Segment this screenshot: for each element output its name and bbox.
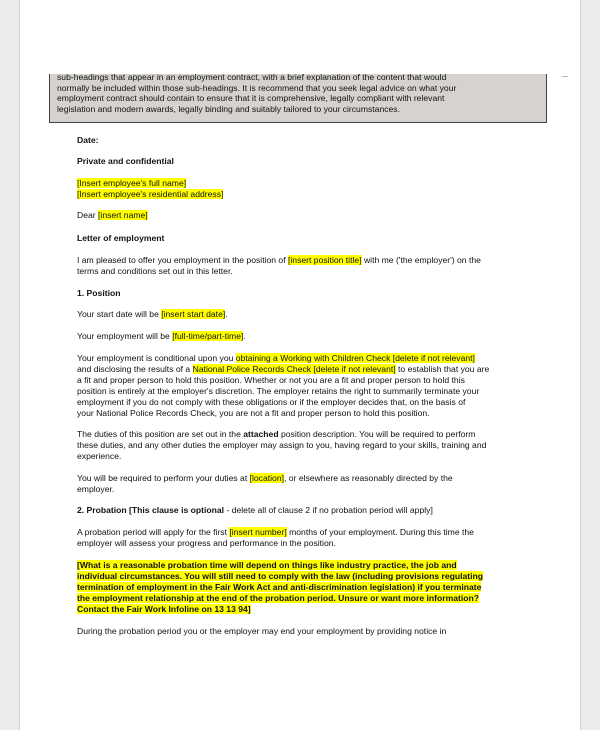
employment-text: .	[243, 331, 246, 341]
duties-bold: attached	[243, 429, 279, 439]
employment-text: Your employment will be	[77, 331, 173, 341]
section-heading-position: 1. Position	[77, 288, 121, 298]
probation-text: A probation period will apply for the first	[77, 527, 230, 537]
probation-note-text: [What is a reasonable probation time will depend on things like industry practice, the job and	[77, 560, 457, 570]
conditional-line-3: a fit and proper person to hold this position. Whether or not you are a fit and proper person to hold this	[77, 375, 465, 385]
intro-text: I am pleased to offer you employment in the position of	[77, 255, 288, 265]
conditional-text: to establish that you are	[395, 364, 490, 374]
probation-text: months of your employment. During this time the	[286, 527, 474, 537]
probation-note-text: the employment relationship at the end of the probation period. Unsure or want more information?	[77, 593, 480, 603]
employment-type-placeholder[interactable]: [full-time/part-time]	[172, 331, 244, 341]
probation-heading-bold: 2. Probation [This clause is optional	[77, 505, 225, 515]
salutation	[77, 210, 532, 221]
probation-line-1	[77, 527, 532, 538]
intro-text: with me ('the employer') on the	[361, 255, 481, 265]
intro-line-1	[77, 255, 532, 266]
probation-note-text: termination of employment in the Fair Work Act and anti-discrimination legislation) if you terminate	[77, 582, 482, 592]
probation-line-2: employer will assess your progress and performance in the position.	[77, 538, 336, 548]
employment-type-line	[77, 331, 532, 342]
wwcc-placeholder[interactable]: obtaining a Working with Children Check [delete if not relevant]	[235, 353, 475, 363]
position-title-placeholder[interactable]: [insert position title]	[288, 255, 362, 265]
conditional-line-5: employment if you do not comply with these obligations or if the employer decides that, on the basis of	[77, 397, 466, 407]
note-line: legislation and modern awards, legally binding and suitably tailored to your circumstances.	[57, 103, 400, 114]
conditional-line-4: position is entirely at the employer's discretion. The employer retains the right to summarily terminate your	[77, 386, 480, 396]
probation-note-line-5	[77, 604, 532, 615]
letter-heading: Letter of employment	[77, 233, 165, 243]
start-text: Your start date will be	[77, 309, 162, 319]
start-date-placeholder[interactable]: [insert start date]	[161, 309, 226, 319]
conditional-line-6: your National Police Records Check, you are not a fit and proper person to hold this position.	[77, 408, 430, 418]
conditional-text: and disclosing the results of a	[77, 364, 193, 374]
intro-line-2: terms and conditions set out in this letter.	[77, 266, 233, 276]
employee-address-placeholder[interactable]: [Insert employee's residential address]	[77, 189, 224, 199]
location-text: , or elsewhere as reasonably directed by the	[284, 473, 453, 483]
salutation-text: Dear	[77, 210, 99, 220]
margin-marker	[562, 76, 568, 77]
date-label: Date:	[77, 135, 99, 145]
conditional-line-2	[77, 364, 532, 375]
probation-note-line-3	[77, 582, 532, 593]
location-line-1	[77, 473, 532, 484]
probation-heading-rest: - delete all of clause 2 if no probation period will apply]	[224, 505, 433, 515]
name-placeholder[interactable]: [insert name]	[98, 210, 148, 220]
start-text: .	[225, 309, 228, 319]
duties-line-3: experience.	[77, 451, 122, 461]
confidential-heading: Private and confidential	[77, 156, 174, 166]
probation-note-text: Contact the Fair Work Infoline on 13 13 94]	[77, 604, 251, 614]
note-line: sub-headings that appear in an employment contract, with a brief explanation of the content that would	[57, 74, 447, 82]
employee-name-line	[77, 178, 532, 189]
note-line: normally be included within those sub-headings. It is recommend that you seek legal advice on what your	[57, 82, 457, 93]
conditional-text: Your employment is conditional upon you	[77, 353, 236, 363]
location-placeholder[interactable]: [location]	[249, 473, 285, 483]
employee-address-line	[77, 189, 532, 200]
police-check-placeholder[interactable]: National Police Records Check [delete if not relevant]	[192, 364, 396, 374]
conditional-line-1	[77, 353, 532, 364]
probation-notice-line: During the probation period you or the employer may end your employment by providing notice in	[77, 626, 447, 636]
guidance-note-box	[49, 74, 547, 123]
employee-name-placeholder[interactable]: [Insert employee's full name]	[77, 178, 187, 188]
start-date-line	[77, 309, 532, 320]
probation-note-line-2	[77, 571, 532, 582]
duties-line-2: these duties, and any other duties the employer may assign to you, having regard to your skills, training and	[77, 440, 487, 450]
probation-months-placeholder[interactable]: [insert number]	[229, 527, 287, 537]
probation-note-line-1	[77, 560, 532, 571]
probation-note-text: individual circumstances. You will still need to comply with the law (including provisions regulating	[77, 571, 484, 581]
probation-note-line-4	[77, 593, 532, 604]
duties-line-1	[77, 429, 532, 440]
section-heading-probation	[77, 505, 532, 516]
duties-text: The duties of this position are set out in the	[77, 429, 244, 439]
location-text: You will be required to perform your duties at	[77, 473, 250, 483]
duties-text: position description. You will be required to perform	[278, 429, 476, 439]
location-line-2: employer.	[77, 484, 115, 494]
note-line: employment contract should contain to ensure that it is comprehensive, legally compliant with relevant	[57, 93, 445, 103]
